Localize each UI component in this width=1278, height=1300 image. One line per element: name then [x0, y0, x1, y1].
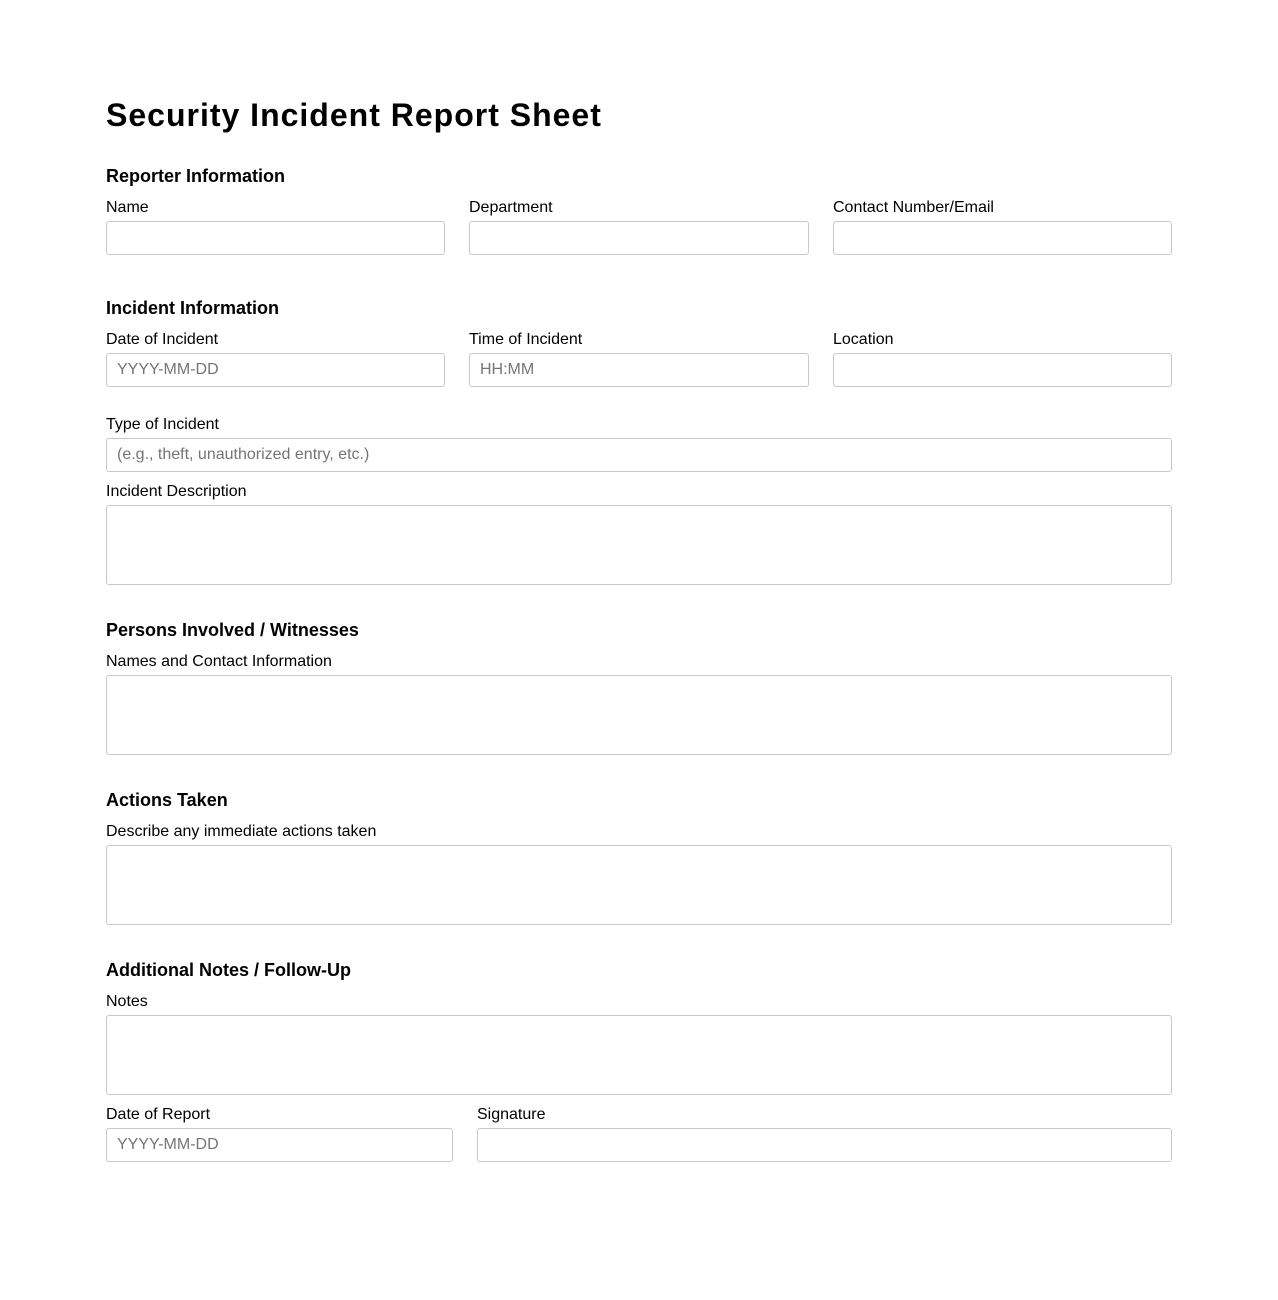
signature-label: Signature — [477, 1106, 546, 1123]
department-label: Department — [469, 199, 553, 216]
incident-description-textarea[interactable] — [106, 505, 1172, 585]
incident-time-label: Time of Incident — [469, 331, 583, 348]
notes-textarea[interactable] — [106, 1015, 1172, 1095]
name-input[interactable] — [106, 221, 445, 255]
incident-type-input[interactable] — [106, 438, 1172, 472]
report-date-label: Date of Report — [106, 1106, 211, 1123]
incident-time-input[interactable] — [469, 353, 809, 387]
immediate-actions-textarea[interactable] — [106, 845, 1172, 925]
immediate-actions-label: Describe any immediate actions taken — [106, 823, 377, 840]
name-label: Name — [106, 199, 149, 216]
contact-input[interactable] — [833, 221, 1172, 255]
section-heading-persons: Persons Involved / Witnesses — [106, 620, 359, 640]
incident-date-input[interactable] — [106, 353, 445, 387]
names-contact-label: Names and Contact Information — [106, 653, 332, 670]
location-label: Location — [833, 331, 894, 348]
section-heading-notes: Additional Notes / Follow-Up — [106, 960, 351, 980]
incident-date-label: Date of Incident — [106, 331, 219, 348]
incident-type-label: Type of Incident — [106, 416, 219, 433]
report-date-input[interactable] — [106, 1128, 453, 1162]
section-heading-incident: Incident Information — [106, 298, 279, 318]
contact-label: Contact Number/Email — [833, 199, 994, 216]
incident-description-label: Incident Description — [106, 483, 247, 500]
department-input[interactable] — [469, 221, 809, 255]
names-contact-textarea[interactable] — [106, 675, 1172, 755]
location-input[interactable] — [833, 353, 1172, 387]
notes-label: Notes — [106, 993, 148, 1010]
section-heading-reporter: Reporter Information — [106, 166, 286, 186]
signature-input[interactable] — [477, 1128, 1172, 1162]
section-heading-actions: Actions Taken — [106, 790, 228, 810]
page-title: Security Incident Report Sheet — [106, 97, 602, 133]
